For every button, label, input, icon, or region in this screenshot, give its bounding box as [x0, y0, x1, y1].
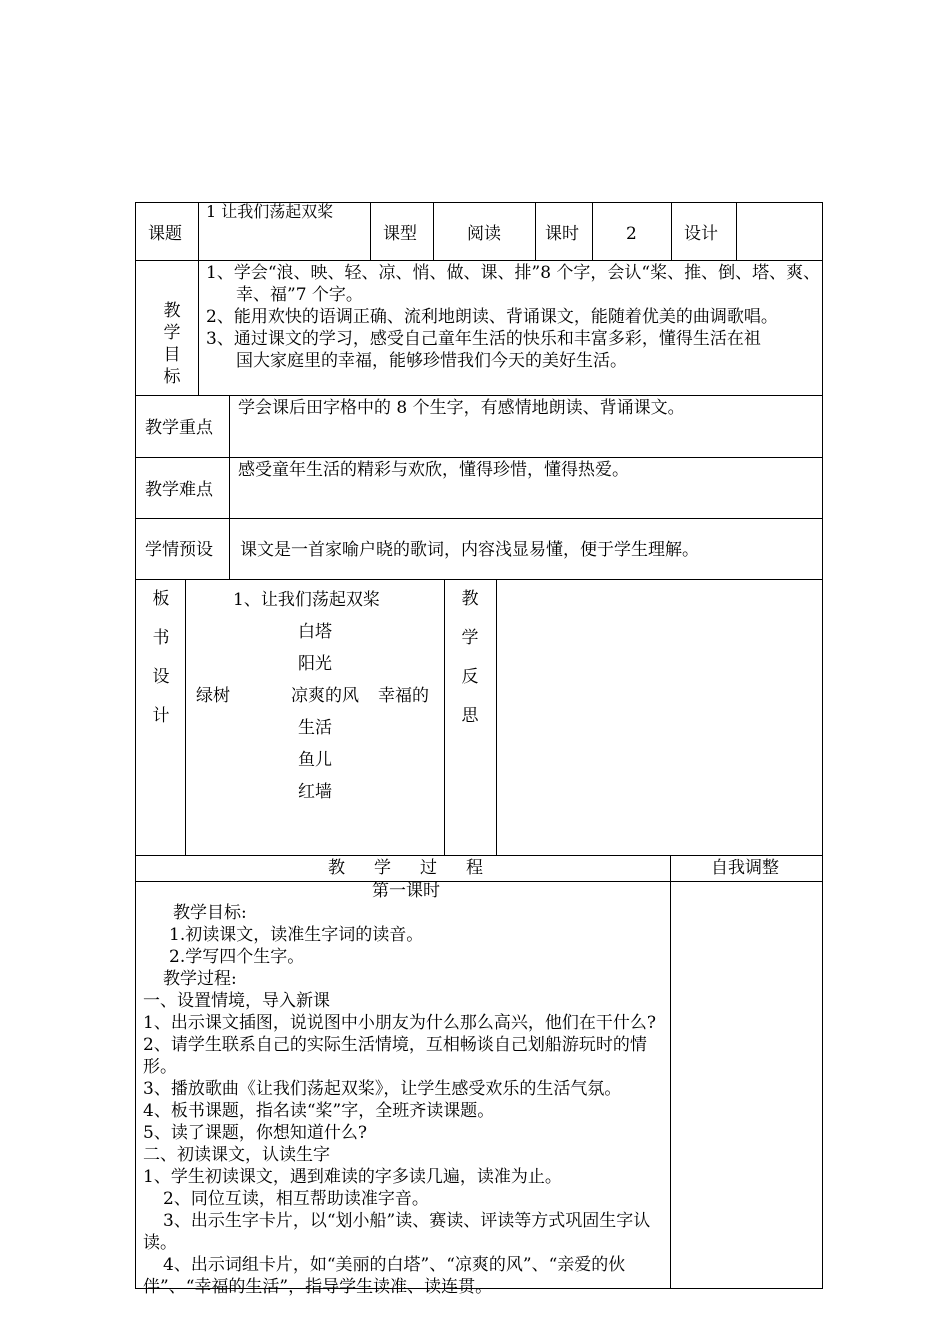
process-line: 第一课时: [372, 881, 440, 901]
process-line: 3、播放歌曲《让我们荡起双桨》，让学生感受欢乐的生活气氛。: [143, 1079, 622, 1099]
process-header-char: 程: [466, 858, 483, 878]
col-divider: [535, 202, 536, 260]
difficulties-label: 教学难点: [145, 480, 213, 500]
type-label: 课型: [383, 224, 417, 244]
process-line: 2.学写四个生字。: [169, 947, 305, 967]
process-line: 1.初读课文，读准生字词的读音。: [169, 925, 424, 945]
process-line: 1、学生初读课文，遇到难读的字多读几遍，读准为止。: [143, 1167, 562, 1187]
design-label: 设计: [684, 224, 718, 244]
learning-label: 学情预设: [145, 540, 213, 560]
col-divider: [670, 855, 671, 1289]
col-divider: [185, 579, 186, 855]
goal-item-1: 1、学会“浪、映、轻、凉、悄、做、课、排”8 个字，会认“桨、推、倒、塔、爽、 幸、福”7 个字。: [206, 263, 821, 305]
process-line: 1、出示课文插图，说说图中小朋友为什么那么高兴，他们在干什么?: [143, 1013, 656, 1033]
board-title: 1、让我们荡起双桨: [233, 590, 380, 610]
hours-value: 2: [626, 224, 637, 244]
goal-item-2: 2、能用欢快的语调正确、流利地朗读、背诵课文，能随着优美的曲调歌唱。: [206, 307, 778, 327]
process-line: 5、读了课题，你想知道什么?: [143, 1123, 367, 1143]
col-divider: [229, 395, 230, 579]
difficulties-value: 感受童年生活的精彩与欢欣，懂得珍惜，懂得热爱。: [238, 460, 629, 480]
row-divider: [135, 518, 823, 519]
col-divider: [433, 202, 434, 260]
col-divider: [370, 202, 371, 260]
row-divider: [135, 855, 823, 856]
process-line: 教学目标:: [173, 903, 247, 923]
hours-label: 课时: [545, 224, 579, 244]
process-line: 一、设置情境，导入新课: [143, 991, 330, 1011]
board-line: 阳光: [298, 654, 332, 674]
process-header-char: 过: [420, 858, 437, 878]
process-line: 3、出示生字卡片，以“划小船”读、赛读、评读等方式巩固生字认读。: [143, 1211, 651, 1253]
board-label: 板 书 设 计: [152, 589, 170, 726]
key-points-value: 学会课后田字格中的 8 个生字，有感情地朗读、背诵课文。: [238, 398, 685, 418]
process-header-char: 教: [328, 858, 345, 878]
board-line: 白塔: [298, 622, 332, 642]
col-divider: [444, 579, 445, 855]
process-line: 教学过程:: [163, 969, 237, 989]
process-line: 4、板书课题，指名读“桨”字，全班齐读课题。: [143, 1101, 495, 1121]
row-divider: [135, 395, 823, 396]
process-line: 2、同位互读，相互帮助读准字音。: [163, 1189, 429, 1209]
topic-value: 1 让我们荡起双桨: [206, 202, 334, 221]
col-divider: [198, 202, 199, 260]
col-divider: [198, 260, 199, 395]
board-left-word: 绿树: [196, 686, 230, 706]
reflection-label: 教 学 反 思: [461, 589, 479, 726]
process-line: 2、请学生联系自己的实际生活情境，互相畅谈自己划船游玩时的情形。: [143, 1035, 647, 1077]
goals-label: 教 学 目 标: [163, 301, 181, 387]
row-divider: [135, 457, 823, 458]
col-divider: [736, 202, 737, 260]
col-divider: [496, 579, 497, 855]
key-points-label: 教学重点: [145, 418, 213, 438]
process-line: 4、出示词组卡片，如“美丽的白塔”、“凉爽的风”、“亲爱的伙伴”、“幸福的生活”，指导学生读准、读连贯。: [143, 1255, 626, 1297]
col-divider: [671, 202, 672, 260]
goal-item-3: 3、通过课文的学习，感受自己童年生活的快乐和丰富多彩，懂得生活在祖 国大家庭里的幸福，能够珍惜我们今天的美好生活。: [206, 329, 761, 371]
col-divider: [592, 202, 593, 260]
row-divider: [135, 260, 823, 261]
board-line: 鱼儿: [298, 750, 332, 770]
process-header-char: 学: [374, 858, 391, 878]
self-adjust-label: 自我调整: [711, 858, 779, 878]
board-right-word: 幸福的: [378, 686, 429, 706]
board-line: 凉爽的风: [291, 686, 359, 706]
process-body: [143, 881, 669, 1298]
learning-value: 课文是一首家喻户晓的歌词，内容浅显易懂，便于学生理解。: [240, 540, 699, 560]
topic-label: 课题: [148, 224, 182, 244]
board-line: 生活: [298, 718, 332, 738]
board-line: 红墙: [298, 782, 332, 802]
type-value: 阅读: [467, 224, 501, 244]
process-line: 二、初读课文，认读生字: [143, 1145, 330, 1165]
